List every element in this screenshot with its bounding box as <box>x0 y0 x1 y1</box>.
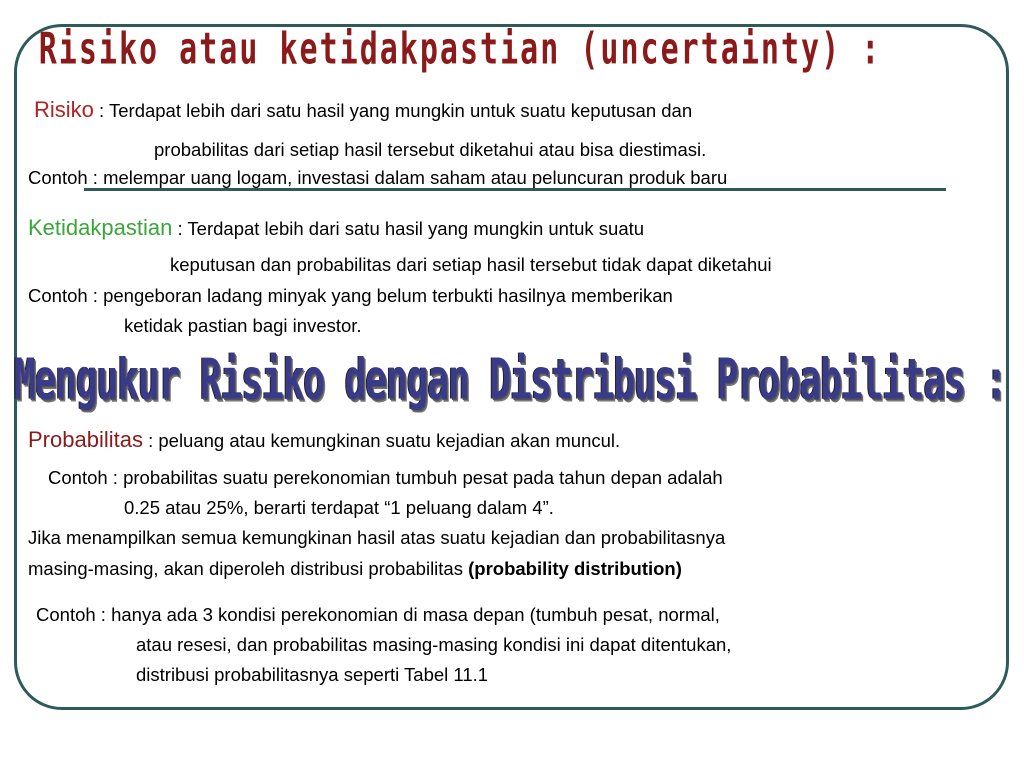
probabilitas-example-line1: Contoh : probabilitas suatu perekonomian tumbuh pesat pada tahun depan adalah <box>48 467 723 488</box>
final-example-line2: atau resesi, dan probabilitas masing-masing kondisi ini dapat ditentukan, <box>136 634 732 655</box>
ketidakpastian-example-line1: Contoh : pengeboran ladang minyak yang belum terbukti hasilnya memberikan <box>28 285 673 306</box>
section-title: Mengukur Risiko dengan Distribusi Probabilitas : <box>13 348 1007 413</box>
ketidakpastian-def1: : Terdapat lebih dari satu hasil yang mungkin untuk suatu <box>172 218 645 239</box>
final-example-line1: Contoh : hanya ada 3 kondisi perekonomian di masa depan (tumbuh pesat, normal, <box>36 604 720 625</box>
ketidakpastian-term: Ketidakpastian <box>28 215 173 240</box>
probabilitas-example-line2: 0.25 atau 25%, berarti terdapat “1 peluang dalam 4”. <box>124 497 554 518</box>
risiko-def1: : Terdapat lebih dari satu hasil yang mungkin untuk suatu keputusan dan <box>93 100 693 121</box>
probabilitas-definition <box>28 428 620 453</box>
ketidakpastian-definition-line2: keputusan dan probabilitas dari setiap hasil tersebut tidak dapat diketahui <box>170 254 772 275</box>
distribution-paragraph-text: masing-masing, akan diperoleh distribusi probabilitas <box>28 558 469 579</box>
ketidakpastian-example-line2: ketidak pastian bagi investor. <box>124 315 362 336</box>
risiko-definition-line1 <box>34 98 692 123</box>
risiko-term: Risiko <box>34 97 94 122</box>
distribution-paragraph-line2 <box>28 557 682 581</box>
ketidakpastian-definition-line1 <box>28 216 644 241</box>
distribution-paragraph-line1: Jika menampilkan semua kemungkinan hasil atas suatu kejadian dan probabilitasnya <box>28 527 726 548</box>
final-example-line3: distribusi probabilitasnya seperti Tabel 11.1 <box>136 664 489 685</box>
distribution-term-bold: (probability distribution) <box>468 558 682 579</box>
probabilitas-term: Probabilitas <box>28 427 143 452</box>
risiko-definition-line2: probabilitas dari setiap hasil tersebut diketahui atau bisa diestimasi. <box>154 139 707 160</box>
probabilitas-def: : peluang atau kemungkinan suatu kejadian akan muncul. <box>142 430 621 451</box>
divider-line <box>84 188 946 191</box>
slide-title: Risiko atau ketidakpastian (uncertainty) : <box>38 24 882 75</box>
risiko-example: Contoh : melempar uang logam, investasi dalam saham atau peluncuran produk baru <box>28 167 728 188</box>
